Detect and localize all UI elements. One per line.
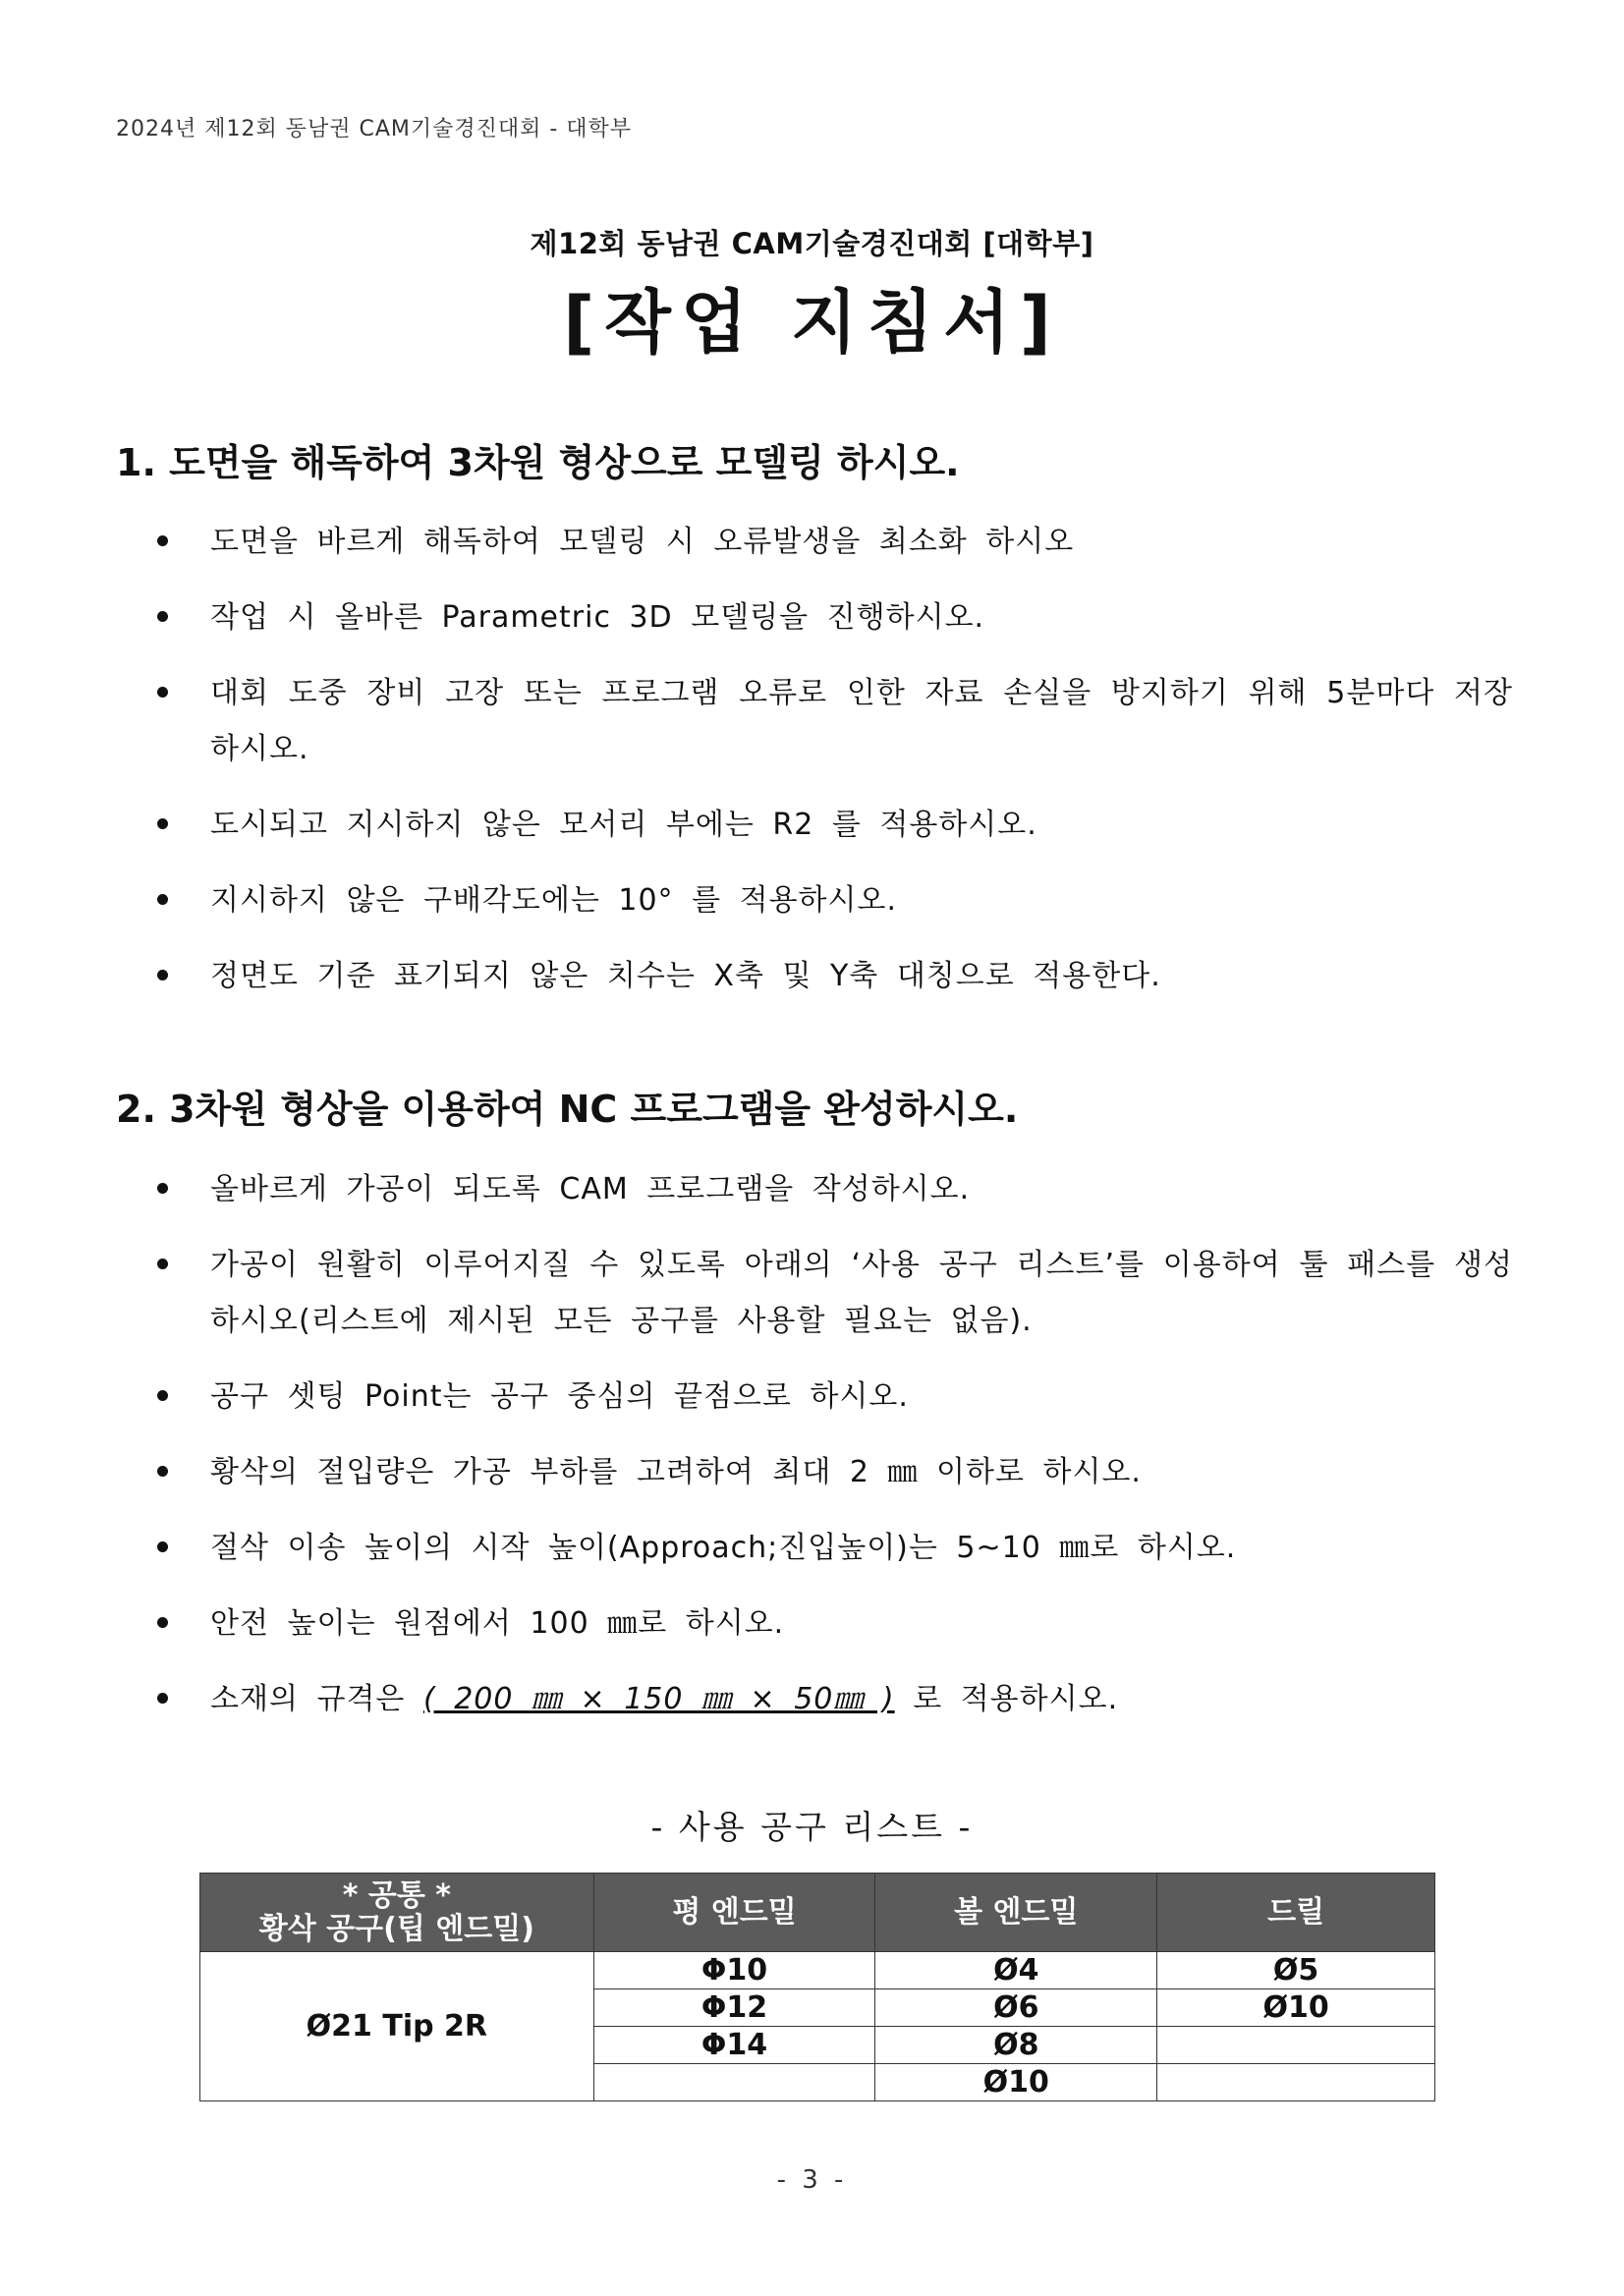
table-cell: Φ10 bbox=[593, 1952, 875, 1989]
list-item: 도시되고 지시하지 않은 모서리 부에는 R2 를 적용하시오. bbox=[157, 797, 1513, 853]
list-item: 정면도 기준 표기되지 않은 치수는 X축 및 Y축 대칭으로 적용한다. bbox=[157, 948, 1513, 1004]
list-item: 황삭의 절입량은 가공 부하를 고려하여 최대 2 ㎜ 이하로 하시오. bbox=[157, 1444, 1513, 1500]
list-item: 가공이 원활히 이루어지질 수 있도록 아래의 ‘사용 공구 리스트’를 이용하여 툴 패스를 생성하시오(리스트에 제시된 모든 공구를 사용할 필요는 없음). bbox=[157, 1237, 1513, 1349]
section-2-bullets bbox=[157, 1161, 1513, 1727]
bullet-icon bbox=[157, 970, 168, 980]
header-flat-endmill: 평 엔드밀 bbox=[593, 1874, 875, 1952]
table-cell: Ø4 bbox=[875, 1952, 1157, 1989]
bullet-icon bbox=[157, 894, 168, 905]
table-cell bbox=[1157, 2027, 1435, 2064]
table-row bbox=[200, 1952, 1435, 1989]
bullet-icon bbox=[157, 611, 168, 622]
list-item: 공구 셋팅 Point는 공구 중심의 끝점으로 하시오. bbox=[157, 1369, 1513, 1425]
table-cell: Ø10 bbox=[1157, 1989, 1435, 2027]
tool-list-table bbox=[199, 1873, 1435, 2101]
bullet-icon bbox=[157, 1390, 168, 1401]
header-rough-tool: * 공통 * 황삭 공구(팁 엔드밀) bbox=[200, 1874, 594, 1952]
document-title: [작업 지침서] bbox=[563, 282, 1061, 363]
list-item: 안전 높이는 원점에서 100 ㎜로 하시오. bbox=[157, 1596, 1513, 1652]
material-spec-item: 소재의 규격은 ( 200 ㎜ × 150 ㎜ × 50㎜ ) 로 적용하시오. bbox=[157, 1671, 1513, 1727]
rough-tool-cell: Ø21 Tip 2R bbox=[200, 1952, 594, 2101]
table-cell bbox=[593, 2064, 875, 2101]
table-cell: Ø10 bbox=[875, 2064, 1157, 2101]
table-header-row bbox=[200, 1874, 1435, 1952]
bullet-icon bbox=[157, 1466, 168, 1477]
table-cell: Ø6 bbox=[875, 1989, 1157, 2027]
table-cell: Φ14 bbox=[593, 2027, 875, 2064]
bullet-icon bbox=[157, 818, 168, 829]
list-item: 대회 도중 장비 고장 또는 프로그램 오류로 인한 자료 손실을 방지하기 위해 5분마다 저장하시오. bbox=[157, 665, 1513, 777]
bullet-icon bbox=[157, 1259, 168, 1269]
bullet-icon bbox=[157, 1617, 168, 1628]
list-item: 지시하지 않은 구배각도에는 10° 를 적용하시오. bbox=[157, 872, 1513, 928]
material-spec: ( 200 ㎜ × 150 ㎜ × 50㎜ ) bbox=[422, 1682, 895, 1716]
list-item: 도면을 바르게 해독하여 모델링 시 오류발생을 최소화 하시오 bbox=[157, 514, 1513, 570]
list-item: 작업 시 올바른 Parametric 3D 모델링을 진행하시오. bbox=[157, 589, 1513, 645]
header-ball-endmill: 볼 엔드밀 bbox=[875, 1874, 1157, 1952]
table-cell: Φ12 bbox=[593, 1989, 875, 2027]
list-item: 올바르게 가공이 되도록 CAM 프로그램을 작성하시오. bbox=[157, 1161, 1513, 1217]
page-header: 2024년 제12회 동남권 CAM기술경진대회 - 대학부 bbox=[116, 117, 633, 141]
bullet-icon bbox=[157, 535, 168, 546]
bullet-icon bbox=[157, 1183, 168, 1194]
tool-list-title: - 사용 공구 리스트 - bbox=[650, 1808, 974, 1846]
page-number: - 3 - bbox=[776, 2165, 848, 2195]
table-cell: Ø5 bbox=[1157, 1952, 1435, 1989]
document-subtitle: 제12회 동남권 CAM기술경진대회 [대학부] bbox=[530, 227, 1094, 260]
table-cell bbox=[1157, 2064, 1435, 2101]
header-drill: 드릴 bbox=[1157, 1874, 1435, 1952]
bullet-icon bbox=[157, 687, 168, 698]
table-cell: Ø8 bbox=[875, 2027, 1157, 2064]
bullet-icon bbox=[157, 1541, 168, 1552]
section-1-heading: 1. 도면을 해독하여 3차원 형상으로 모델링 하시오. bbox=[116, 441, 960, 484]
list-item: 절삭 이송 높이의 시작 높이(Approach;진입높이)는 5~10 ㎜로 하시오. bbox=[157, 1520, 1513, 1576]
bullet-icon bbox=[157, 1693, 168, 1704]
section-1-bullets bbox=[157, 514, 1513, 1004]
section-2-heading: 2. 3차원 형상을 이용하여 NC 프로그램을 완성하시오. bbox=[116, 1088, 1019, 1131]
